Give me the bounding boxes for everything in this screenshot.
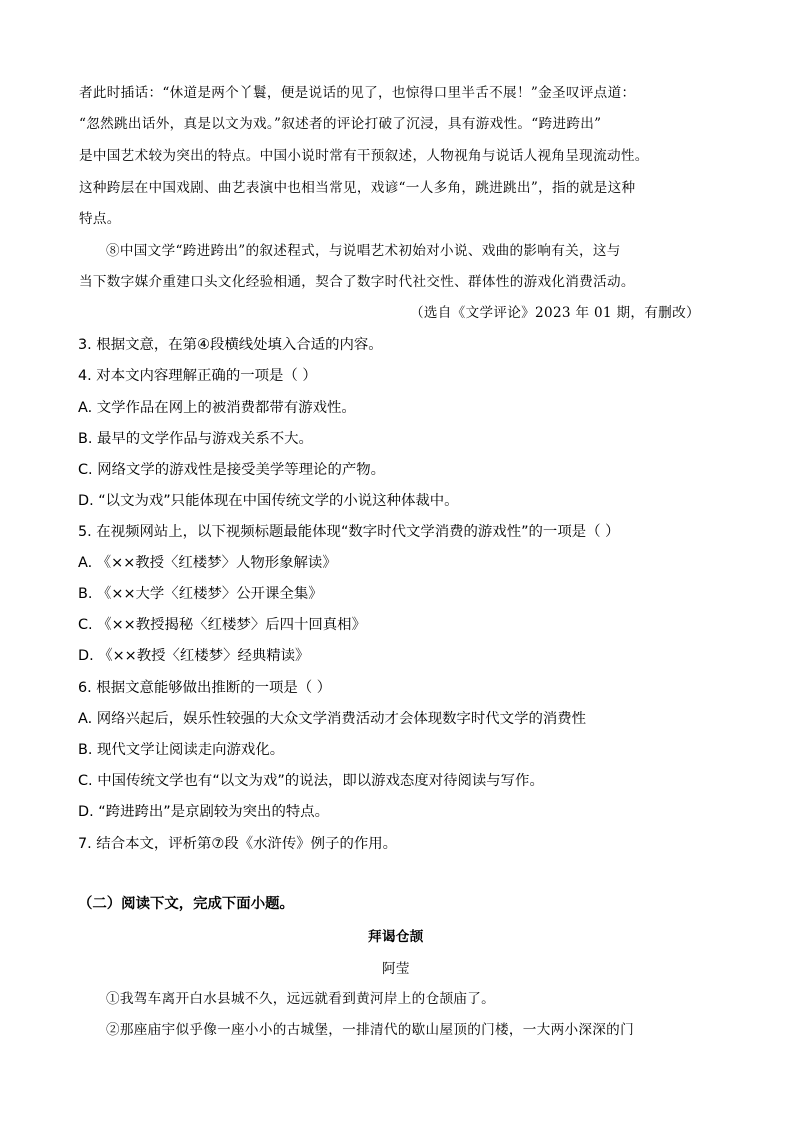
article-title: 拜谒仓颉 bbox=[368, 929, 424, 945]
passage-line: 特点。 bbox=[79, 211, 121, 227]
option-6d: D. “跨进跨出”是京剧较为突出的特点。 bbox=[78, 804, 330, 820]
option-4b: B. 最早的文学作品与游戏关系不大。 bbox=[78, 431, 313, 447]
passage-line: 当下数字媒介重建口头文化经验相通，契合了数字时代社交性、群体性的游戏化消费活动。 bbox=[79, 274, 635, 290]
question-5: 5. 在视频网站上，以下视频标题最能体现“数字时代文学消费的游戏性”的一项是（ ） bbox=[78, 524, 620, 540]
option-6c: C. 中国传统文学也有“以文为戏”的说法，即以游戏态度对待阅读与写作。 bbox=[78, 773, 544, 789]
option-5b: B. 《××大学〈红楼梦〉公开课全集》 bbox=[78, 586, 323, 602]
option-6b: B. 现代文学让阅读走向游戏化。 bbox=[78, 742, 285, 758]
article-author: 阿莹 bbox=[382, 961, 410, 977]
source-citation: （选自《文学评论》2023 年 01 期，有删改） bbox=[410, 305, 700, 321]
passage-line: ①我驾车离开白水县城不久，远远就看到黄河岸上的仓颉庙了。 bbox=[106, 991, 496, 1007]
question-6: 6. 根据文意能够做出推断的一项是（ ） bbox=[78, 680, 332, 696]
option-4a: A. 文学作品在网上的被消费都带有游戏性。 bbox=[78, 400, 356, 416]
question-4: 4. 对本文内容理解正确的一项是（ ） bbox=[78, 368, 317, 384]
question-7: 7. 结合本文，评析第⑦段《水浒传》例子的作用。 bbox=[78, 836, 398, 852]
option-5d: D. 《××教授〈红楼梦〉经典精读》 bbox=[78, 648, 310, 664]
passage-line: ⑧中国文学“跨进跨出”的叙述程式，与说唱艺术初始对小说、戏曲的影响有关，这与 bbox=[106, 243, 621, 259]
option-5a: A. 《××教授〈红楼梦〉人物形象解读》 bbox=[78, 555, 337, 571]
passage-line: ②那座庙宇似乎像一座小小的古城堡，一排清代的歇山屋顶的门楼，一大两小深深的门 bbox=[106, 1022, 634, 1038]
passage-line: 者此时插话：“休道是两个丫鬟，便是说话的见了，也惊得口里半舌不展！”金圣叹评点道： bbox=[79, 85, 636, 101]
passage-line: 这种跨层在中国戏剧、曲艺表演中也相当常见，戏谚“一人多角，跳进跳出”，指的就是这种 bbox=[79, 180, 636, 196]
section-heading: （二）阅读下文，完成下面小题。 bbox=[78, 896, 294, 912]
option-5c: C. 《××教授揭秘〈红楼梦〉后四十回真相》 bbox=[78, 617, 366, 633]
question-3: 3. 根据文意，在第④段横线处填入合适的内容。 bbox=[78, 337, 383, 353]
option-6a: A. 网络兴起后，娱乐性较强的大众文学消费活动才会体现数字时代文学的消费性 bbox=[78, 711, 587, 727]
option-4d: D. “以文为戏”只能体现在中国传统文学的小说这种体裁中。 bbox=[78, 493, 459, 509]
passage-line: “忽然跳出话外，真是以文为戏。”叙述者的评论打破了沉浸，具有游戏性。“跨进跨出” bbox=[79, 116, 602, 132]
passage-line: 是中国艺术较为突出的特点。中国小说时常有干预叙述，人物视角与说话人视角呈现流动性。 bbox=[79, 148, 649, 164]
option-4c: C. 网络文学的游戏性是接受美学等理论的产物。 bbox=[78, 462, 386, 478]
